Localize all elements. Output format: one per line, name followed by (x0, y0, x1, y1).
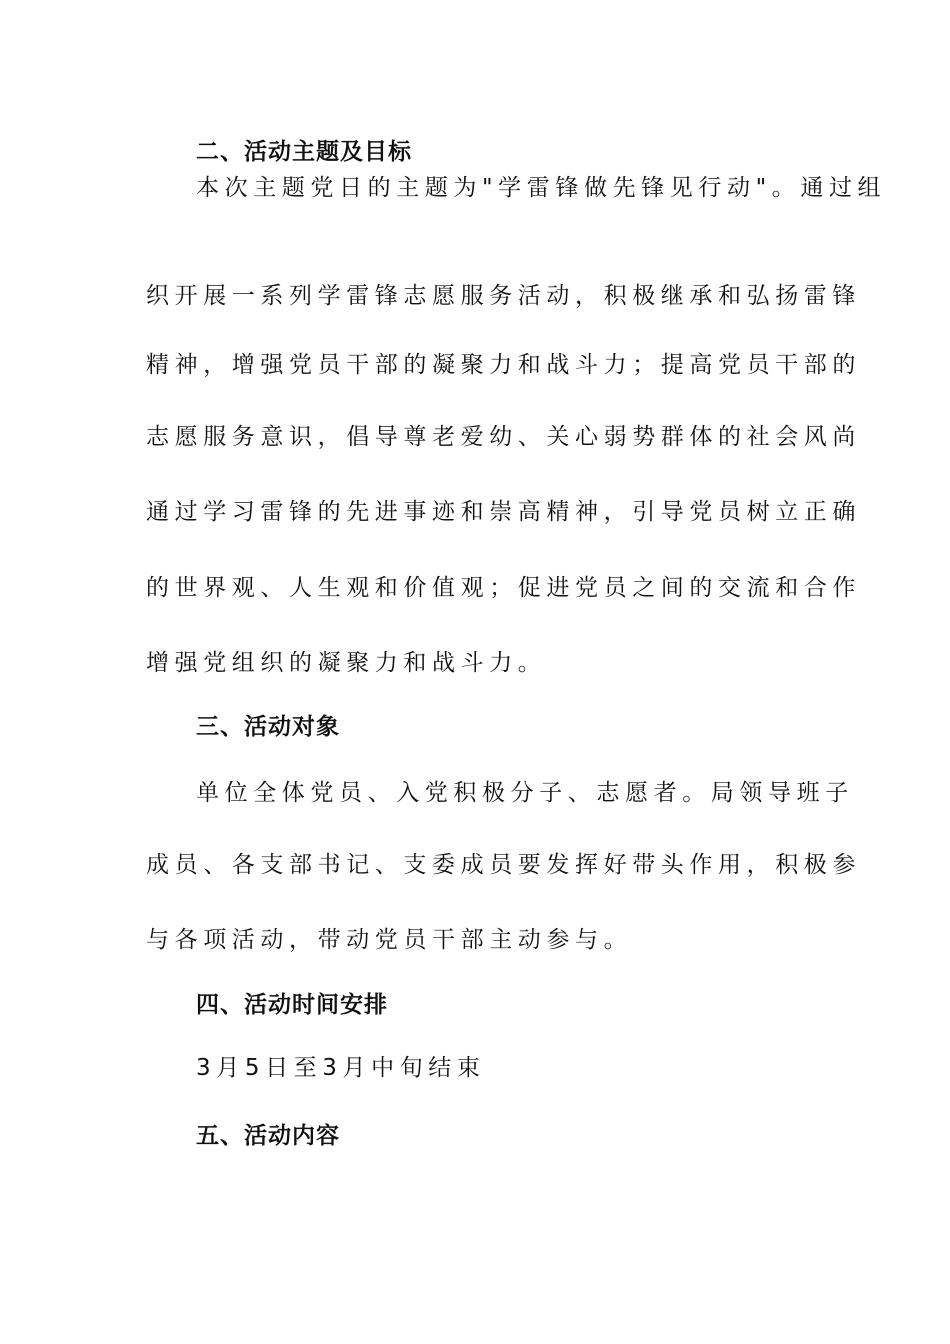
paragraph-line: 的世界观、人生观和价值观；促进党员之间的交流和合作 (146, 575, 861, 601)
paragraph-line: 增强党组织的凝聚力和战斗力。 (146, 650, 547, 676)
paragraph-line: 织开展一系列学雷锋志愿服务活动，积极继承和弘扬雷锋 (146, 283, 861, 309)
paragraph-line: 本次主题党日的主题为"学雷锋做先锋见行动"。通过组 (196, 175, 887, 201)
section-heading-schedule: 四、活动时间安排 (196, 992, 388, 1018)
paragraph-line: 与各项活动，带动党员干部主动参与。 (146, 927, 633, 953)
paragraph-line: 单位全体党员、入党积极分子、志愿者。局领导班子 (196, 780, 854, 806)
paragraph-line: 精神，增强党员干部的凝聚力和战斗力；提高党员干部的 (146, 352, 861, 378)
paragraph-line: 通过学习雷锋的先进事迹和崇高精神，引导党员树立正确 (146, 499, 861, 525)
section-heading-participants: 三、活动对象 (196, 714, 340, 740)
section-heading-content: 五、活动内容 (196, 1123, 340, 1149)
section-heading-theme: 二、活动主题及目标 (196, 139, 412, 165)
paragraph-line: 成员、各支部书记、支委成员要发挥好带头作用，积极参 (146, 852, 861, 878)
paragraph-line: 志愿服务意识，倡导尊老爱幼、关心弱势群体的社会风尚 (146, 424, 861, 450)
schedule-text: 3月5日至3月中旬结束 (196, 1055, 486, 1081)
